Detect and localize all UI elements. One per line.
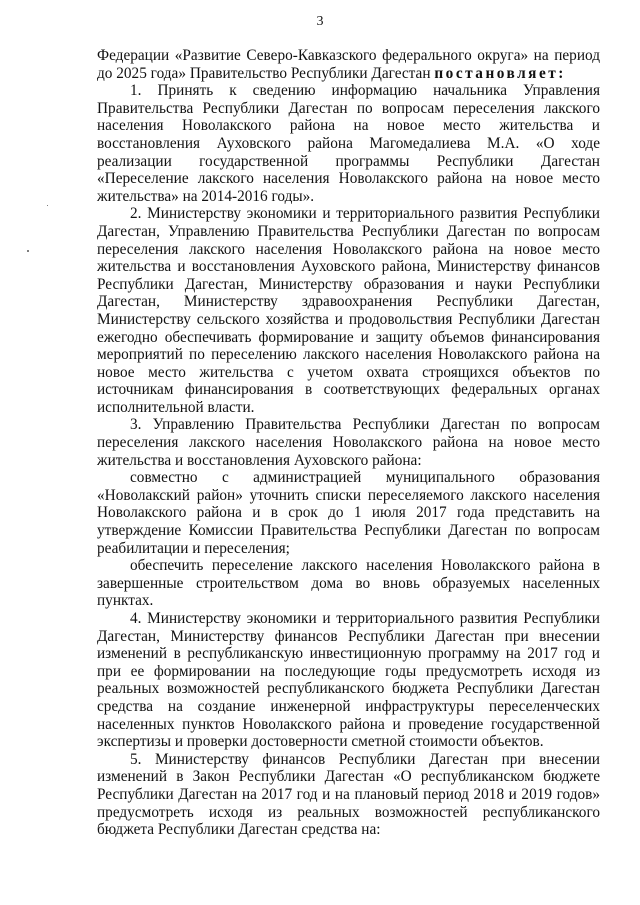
paragraph-3: 3. Управлению Правительства Республики Дагестан по вопросам переселения лакского населения Новолакского района на новое место жительства и восстановления Ауховского района: [97, 416, 600, 469]
intro-text: Федерации «Развитие Северо-Кавказского федерального округа» на период до 2025 года» Правительство Республики Дагестан [97, 47, 600, 82]
scan-speck [27, 250, 29, 252]
paragraph-2: 2. Министерству экономики и территориального развития Республики Дагестан, Управлению Правительства Республики Дагестан по вопросам переселения лакского населения Новолакского района на новое место жительства и восстановления Ауховского района, Министерству финансов Республики Дагестан, Министерству образования и науки Республики Дагестан, Министерству здравоохранения Республики Дагестан, Министерству сельского хозяйства и продовольствия Республики Дагестан ежегодно обеспечивать формирование и защиту объемов финансирования мероприятий по переселению лакского населения Новолакского района на новое место жительства с учетом охвата строящихся объектов по источникам финансирования в соответствующих федеральных органах исполнительной власти. [97, 205, 600, 416]
paragraph-1: 1. Принять к сведению информацию начальника Управления Правительства Республики Дагестан по вопросам переселения лакского населения Новолакского района на новое место жительства и восстановления Ауховского района Магомедалиева М.А. «О ходе реализации государственной программы Республики Дагестан «Переселение лакского населения Новолакского района на новое место жительства» на 2014-2016 годы». [97, 82, 600, 205]
paragraph-4: 4. Министерству экономики и территориального развития Республики Дагестан, Министерству финансов Республики Дагестан при внесении изменений в республиканскую инвестиционную программу на 2017 год и при ее формировании на последующие годы предусмотреть исходя из реальных возможностей республиканского бюджета Республики Дагестан средства на создание инженерной инфраструктуры переселенческих населенных пунктов Новолакского района и проведение государственной экспертизы и проверки достоверности сметной стоимости объектов. [97, 610, 600, 751]
paragraph-3-item-2: обеспечить переселение лакского населения Новолакского района в завершенные строительством дома во вновь образуемых населенных пунктах. [97, 557, 600, 610]
intro-paragraph [97, 47, 600, 82]
paragraph-5: 5. Министерству финансов Республики Дагестан при внесении изменений в Закон Республики Дагестан «О республиканском бюджете Республики Дагестан на 2017 год и на плановый период 2018 и 2019 годов» предусмотреть исходя из реальных возможностей республиканского бюджета Республики Дагестан средства на: [97, 750, 600, 839]
page-number: 3 [316, 14, 324, 29]
paragraph-3-item-1: совместно с администрацией муниципального образования «Новолакский район» уточнить списки переселяемого лакского населения Новолакского района и в срок до 1 июля 2017 года представить на утверждение Комиссии Правительства Республики Дагестан по вопросам реабилитации и переселения; [97, 469, 600, 557]
scan-speck [47, 205, 48, 206]
decree-word: постановляет: [434, 64, 566, 82]
document-body [97, 47, 600, 839]
